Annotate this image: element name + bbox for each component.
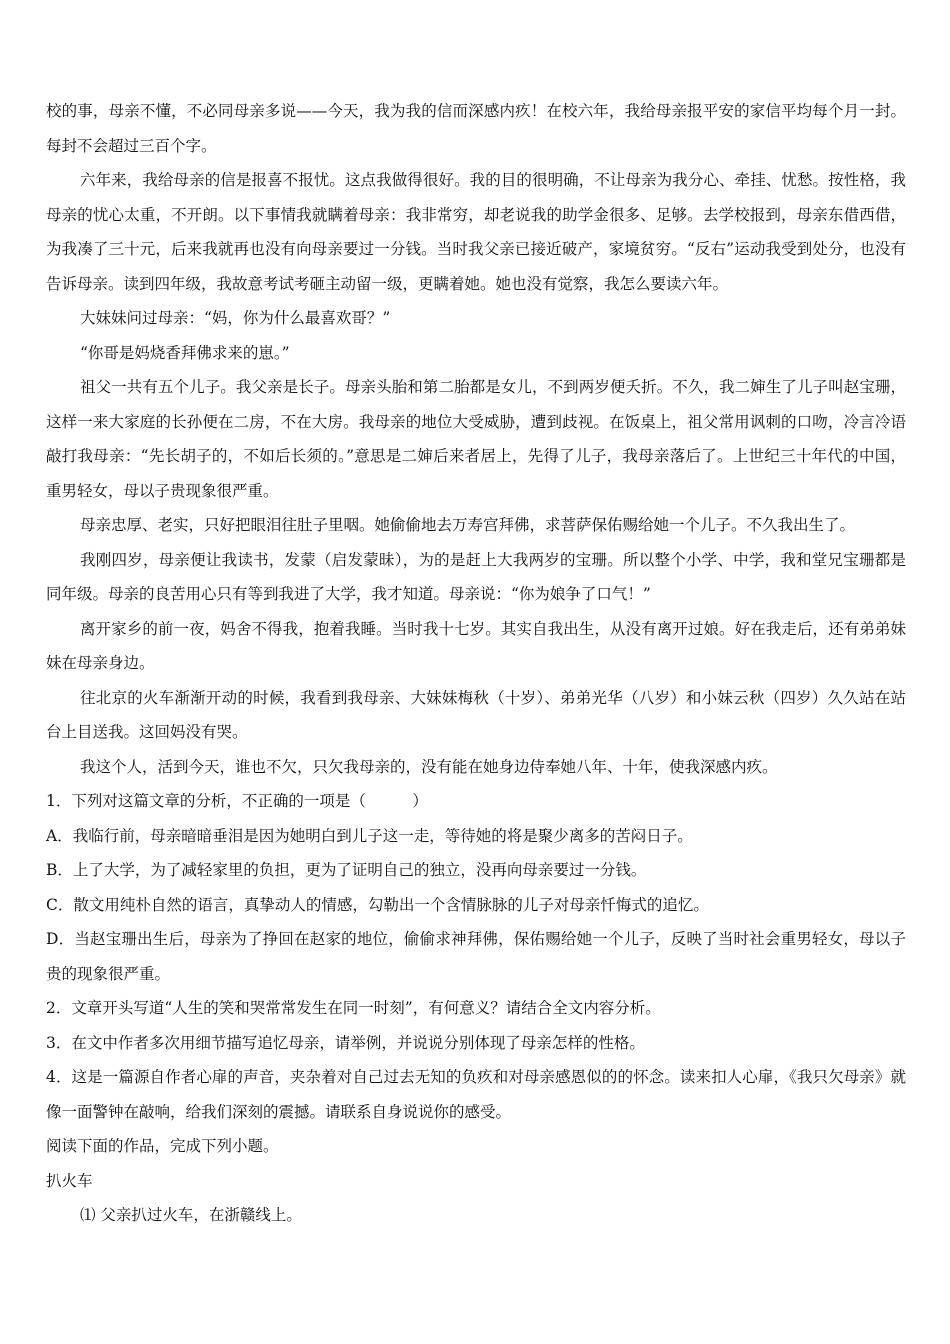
document-body [46, 94, 906, 1233]
paragraph-5: 祖父一共有五个儿子。我父亲是长子。母亲头胎和第二胎都是女儿，不到两岁便夭折。不久，我二婶生了儿子叫赵宝珊，这样一来大家庭的长孙便在二房，不在大房。我母亲的地位大受威胁，遭到歧视。在饭桌上，祖父常用讽刺的口吻，冷言冷语敲打我母亲：“先长胡子的，不如后长须的。”意思是二婶后来者居上，先得了儿子，我母亲落后了。上世纪三十年代的中国，重男轻女，母以子贵现象很严重。 [46, 378, 906, 500]
article-first-line: ⑴ 父亲扒过火车，在浙赣线上。 [80, 1206, 302, 1224]
reading-instruction: 阅读下面的作品，完成下列小题。 [46, 1137, 279, 1155]
question-1-option-c: C．散文用纯朴自然的语言，真挚动人的情感，勾勒出一个含情脉脉的儿子对母亲忏悔式的追忆。 [46, 895, 709, 914]
question-2: 2．文章开头写道“人生的笑和哭常常发生在同一时刻”，有何意义？请结合全文内容分析。 [46, 999, 661, 1017]
question-3: 3．在文中作者多次用细节描写追忆母亲，请举例，并说说分别体现了母亲怎样的性格。 [46, 1033, 645, 1052]
question-1-option-a: A．我临行前，母亲暗暗垂泪是因为她明白到儿子这一走，等待她的将是聚少离多的苦闷日子。 [46, 826, 693, 845]
paragraph-10: 我这个人，活到今天，谁也不欠，只欠我母亲的，没有能在她身边侍奉她八年、十年，使我深感内疚。 [80, 757, 778, 776]
paragraph-7: 我刚四岁，母亲便让我读书，发蒙（启发蒙昧），为的是赶上大我两岁的宝珊。所以整个小学、中学，我和堂兄宝珊都是同年级。母亲的良苦用心只有等到我进了大学，我才知道。母亲说：“你为娘争了口气！” [46, 550, 906, 603]
paragraph-9: 往北京的火车渐渐开动的时候，我看到我母亲、大妹妹梅秋（十岁）、弟弟光华（八岁）和小妹云秋（四岁）久久站在站台上目送我。这回妈没有哭。 [46, 688, 906, 741]
article-title: 扒火车 [46, 1171, 93, 1190]
question-1-option-d: D．当赵宝珊出生后，母亲为了挣回在赵家的地位，偷偷求神拜佛，保佑赐给她一个儿子，反映了当时社会重男轻女，母以子贵的现象很严重。 [46, 930, 906, 983]
question-1-option-b: B．上了大学，为了减轻家里的负担，更为了证明自己的独立，没再向母亲要过一分钱。 [46, 861, 647, 879]
question-4: 4．这是一篇源自作者心扉的声音，夹杂着对自己过去无知的负疚和对母亲感恩似的的怀念。读来扣人心扉，《我只欠母亲》就像一面警钟在敲响，给我们深刻的震撼。请联系自身说说你的感受。 [46, 1068, 906, 1121]
paragraph-3: 大妹妹问过母亲：“妈，你为什么最喜欢哥？” [80, 309, 391, 327]
question-1: 1．下列对这篇文章的分析，不正确的一项是（ ） [46, 792, 428, 810]
paragraph-8: 离开家乡的前一夜，妈舍不得我，抱着我睡。当时我十七岁。其实自我出生，从没有离开过娘。好在我走后，还有弟弟妹妹在母亲身边。 [46, 619, 906, 672]
paragraph-2: 六年来，我给母亲的信是报喜不报忧。这点我做得很好。我的目的很明确，不让母亲为我分心、牵挂、忧愁。按性格，我母亲的忧心太重，不开朗。以下事情我就瞒着母亲：我非常穷，却老说我的助学金很多、足够。去学校报到，母亲东借西借，为我凑了三十元，后来我就再也没有向母亲要过一分钱。当时我父亲已接近破产，家境贫穷。“反右”运动我受到处分，也没有告诉母亲。读到四年级，我故意考试考砸主动留一级，更瞒着她。她也没有觉察，我怎么要读六年。 [46, 171, 906, 293]
paragraph-1: 校的事，母亲不懂，不必同母亲多说——今天，我为我的信而深感内疚！在校六年，我给母亲报平安的家信平均每个月一封。每封不会超过三百个字。 [46, 102, 906, 155]
paragraph-4: “你哥是妈烧香拜佛求来的崽。” [80, 343, 290, 362]
paragraph-6: 母亲忠厚、老实，只好把眼泪往肚子里咽。她偷偷地去万寿宫拜佛，求菩萨保佑赐给她一个儿子。不久我出生了。 [80, 516, 856, 534]
